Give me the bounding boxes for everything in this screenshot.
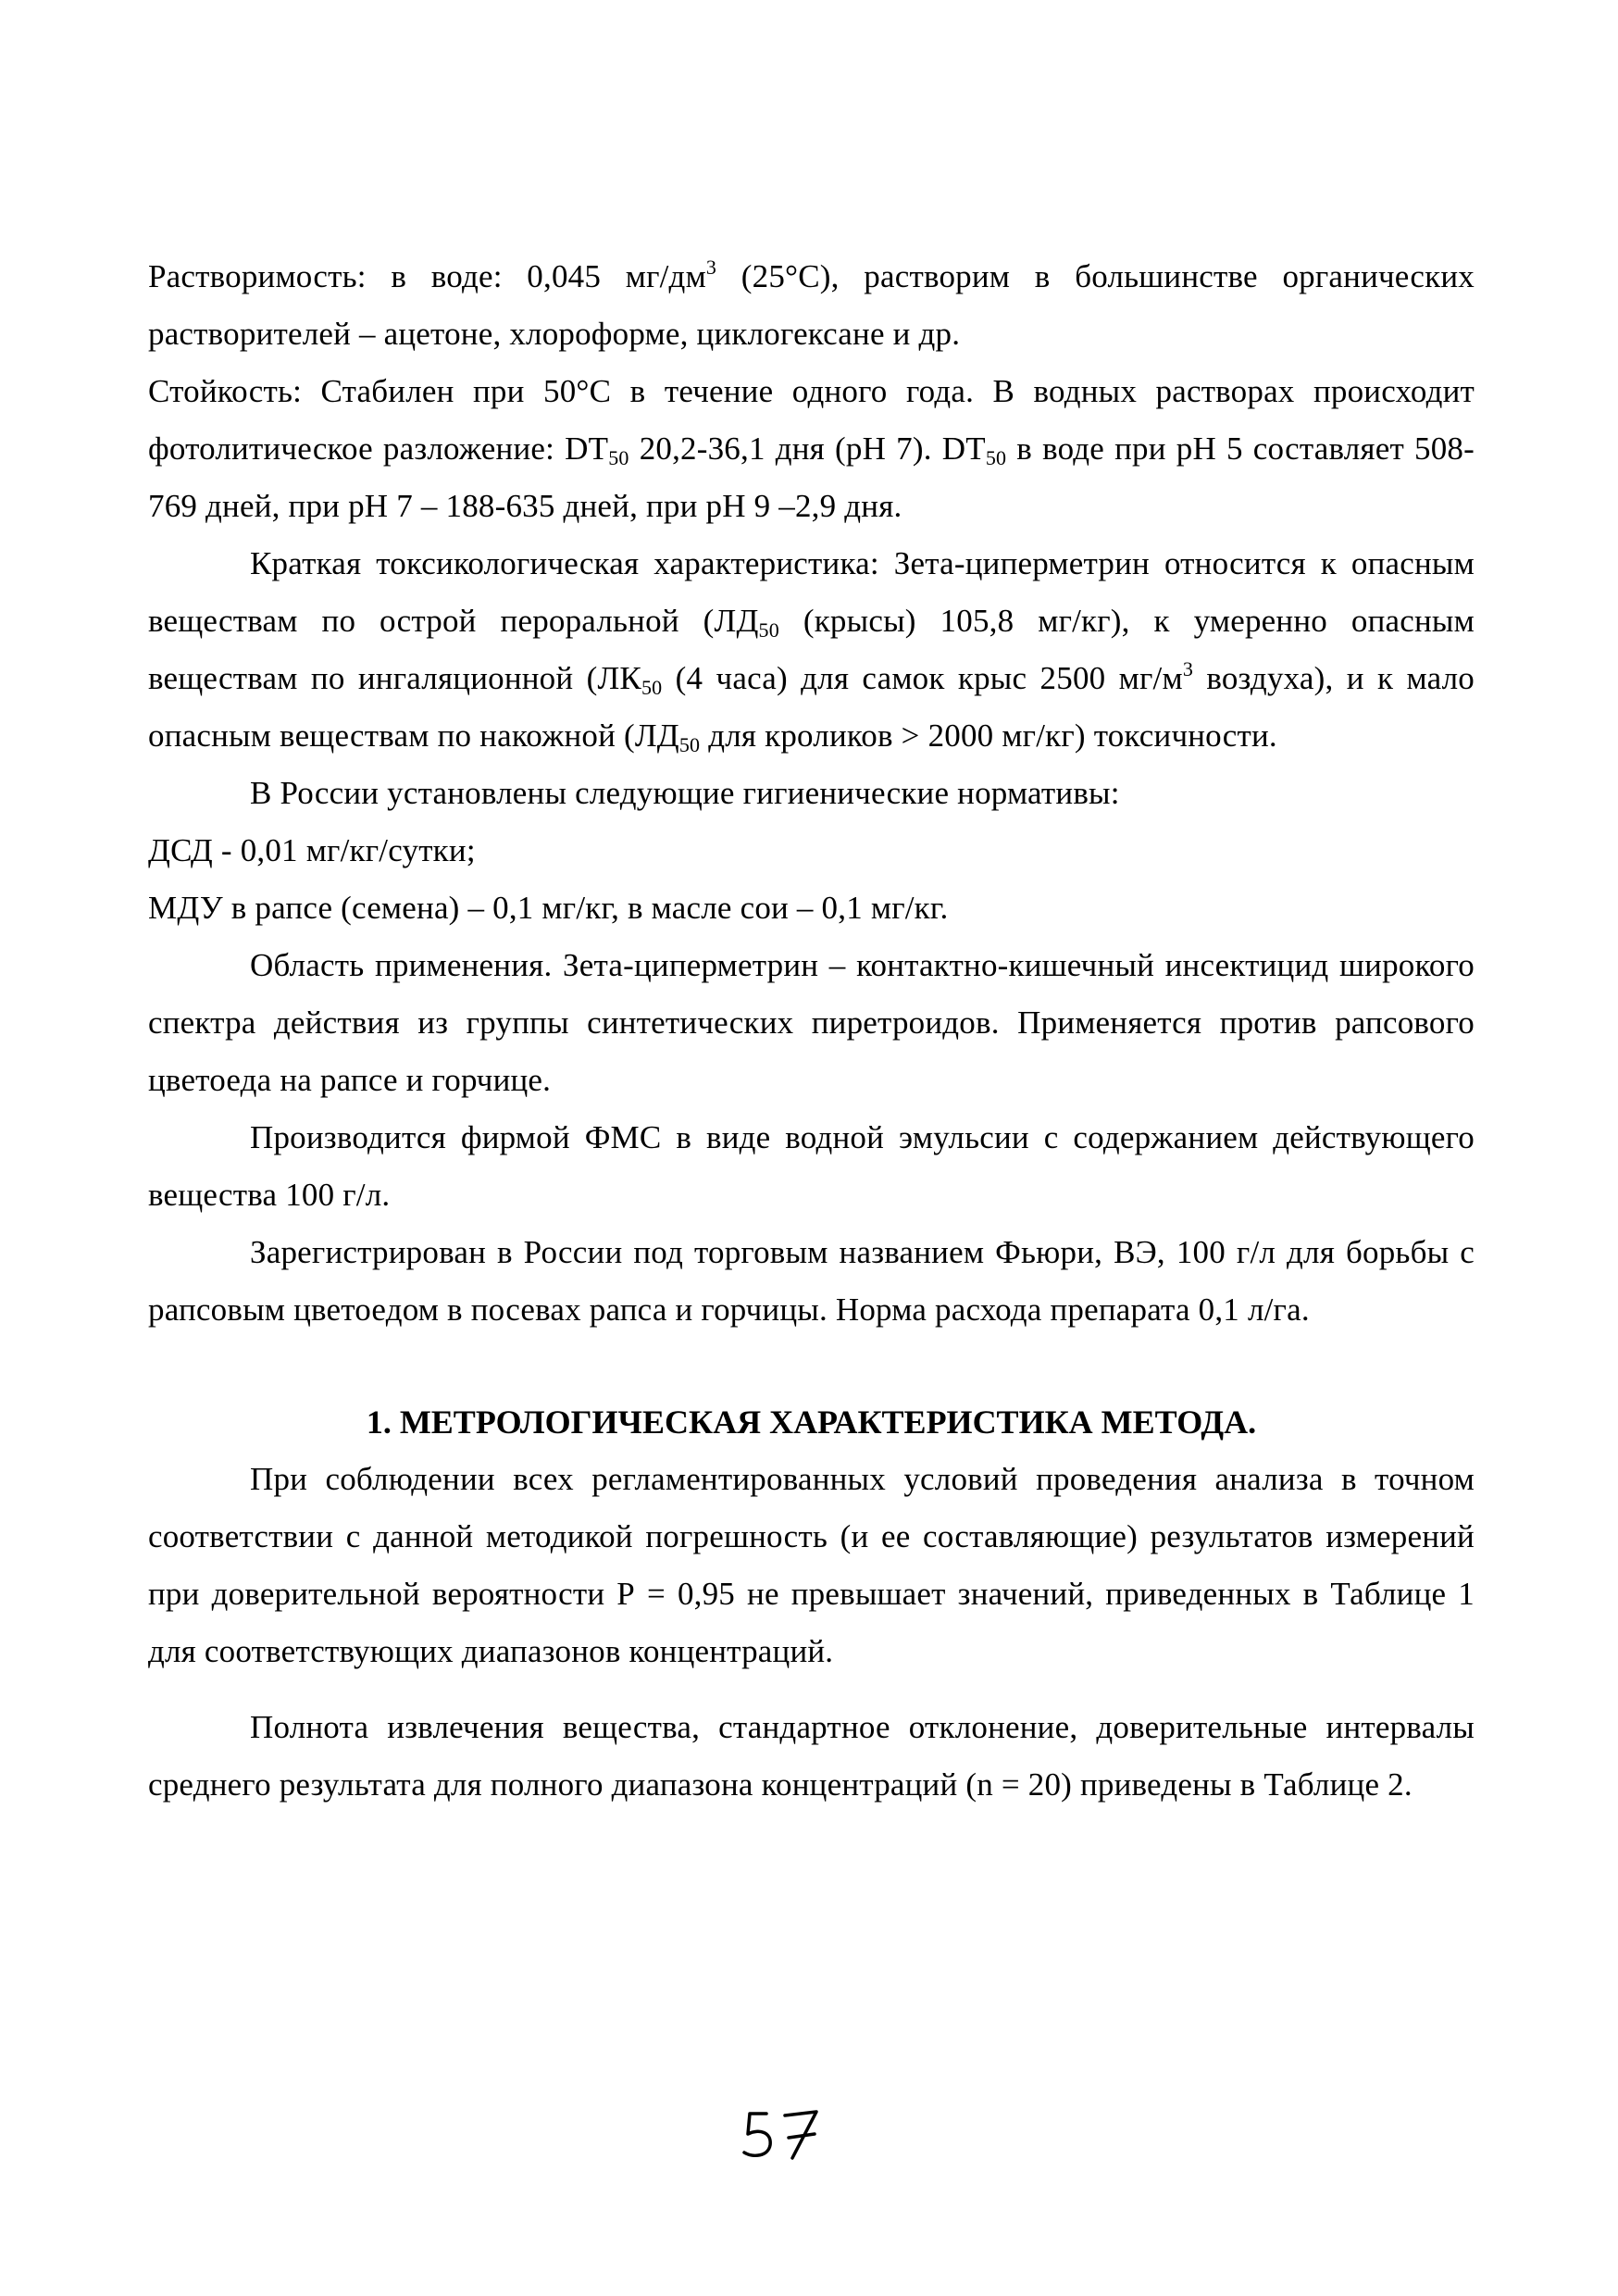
cubic-superscript: 3	[705, 256, 717, 279]
ld50-subscript: 50	[758, 618, 779, 642]
lk50-subscript: 50	[641, 676, 663, 699]
metrology-paragraph-1: При соблюдении всех регламентированных условий проведения анализа в точном соответствии с данной методикой погрешность (и ее составляющие) результатов измерений при доверительной вероятности Р = 0,95 не превышает значений, приведенных в Таблице 1 для соответствующих диапазонов концентраций.	[148, 1461, 1475, 1669]
toxicology-paragraph	[148, 535, 1475, 765]
producer-paragraph: Производится фирмой ФМС в виде водной эмульсии с содержанием действующего вещества 100 г/л.	[148, 1119, 1475, 1213]
toxicology-text-e: для кроликов > 2000 мг/кг) токсичности.	[700, 718, 1277, 754]
stability-text-b: 20,2-36,1 дня (рН 7). DT	[629, 430, 986, 467]
norms-intro-paragraph: В России установлены следующие гигиенические нормативы:	[250, 775, 1120, 811]
mdu-line: МДУ в рапсе (семена) – 0,1 мг/кг, в масле сои – 0,1 мг/кг.	[148, 890, 949, 926]
stability-text-c: в воде при рН 5 составляет 508-769 дней, при рН 7 – 188-635 дней, при рН 9 –2,9 дня.	[148, 430, 1475, 524]
stability-text-a: Стойкость: Стабилен при 50°С в течение одного года. В водных растворах происходит фотолитическое разложение: DT	[148, 373, 1475, 467]
top-text-block	[148, 248, 1475, 1339]
solubility-text-a: Растворимость: в воде: 0,045 мг/дм	[148, 258, 706, 294]
toxicology-text-b: (крысы) 105,8 мг/кг), к умеренно опасным веществам по ингаляционной (ЛК	[148, 603, 1475, 696]
page-number	[731, 2097, 842, 2171]
application-paragraph: Область применения. Зета-циперметрин – контактно-кишечный инсектицид широкого спектра действия из группы синтетических пиретроидов. Применяется против рапсового цветоеда на рапсе и горчице.	[148, 947, 1475, 1098]
toxicology-text-c: (4 часа) для самок крыс 2500 мг/м	[662, 660, 1183, 696]
section-heading: 1. МЕТРОЛОГИЧЕСКАЯ ХАРАКТЕРИСТИКА МЕТОДА.	[366, 1404, 1257, 1441]
solubility-paragraph	[148, 248, 1475, 363]
metrology-paragraph-2: Полнота извлечения вещества, стандартное отклонение, доверительные интервалы среднего результата для полного диапазона концентраций (n = 20) приведены в Таблице 2.	[148, 1709, 1475, 1803]
cubic-superscript: 3	[1182, 657, 1194, 680]
handwritten-page-number-icon	[731, 2097, 842, 2171]
section-text-block	[148, 1451, 1475, 1814]
solubility-text-b: (25°С), растворим в большинстве органических растворителей – ацетоне, хлороформе, циклогексане и др.	[148, 258, 1475, 352]
dt50-subscript: 50	[608, 446, 629, 469]
registration-paragraph: Зарегистрирован в России под торговым названием Фьюри, ВЭ, 100 г/л для борьбы с рапсовым цветоедом в посевах рапса и горчицы. Норма расхода препарата 0,1 л/га.	[148, 1234, 1475, 1328]
dt50-subscript: 50	[985, 446, 1007, 469]
dsd-line: ДСД - 0,01 мг/кг/сутки;	[148, 832, 476, 868]
toxicology-text-d: воздуха), и к мало опасным веществам по накожной (ЛД	[148, 660, 1475, 754]
stability-paragraph	[148, 363, 1475, 535]
ld50-subscript: 50	[678, 733, 701, 756]
toxicology-text-a: Краткая токсикологическая характеристика: Зета-циперметрин относится к опасным веществам по острой пероральной (ЛД	[148, 545, 1475, 639]
